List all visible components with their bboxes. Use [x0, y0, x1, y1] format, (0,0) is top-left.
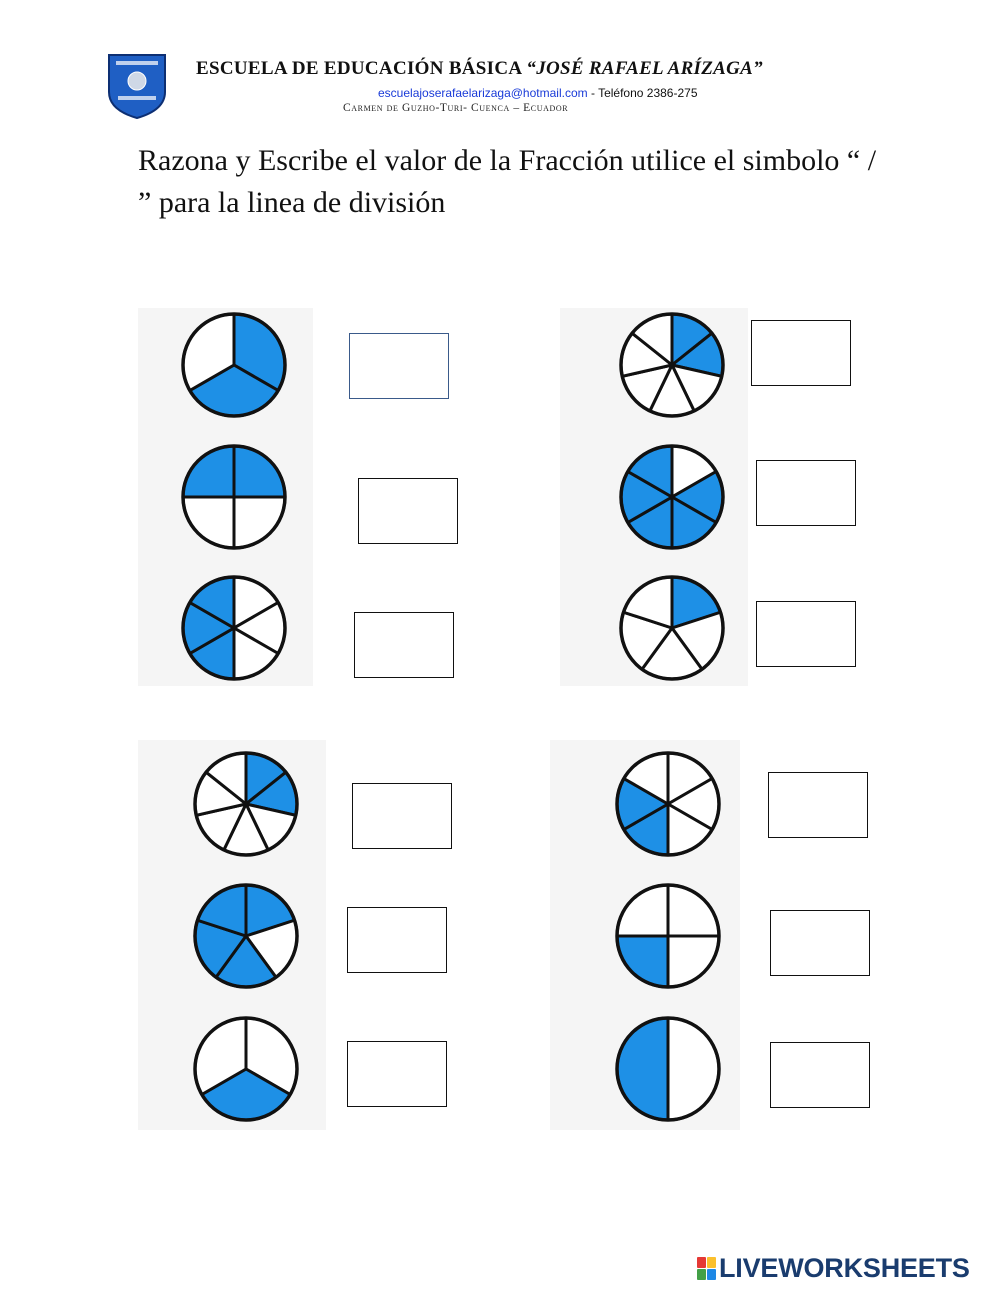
instructions-text: Razona y Escribe el valor de la Fracción utilice el simbolo “ / ” para la linea de división: [138, 144, 877, 219]
fraction-circle: [191, 1014, 301, 1124]
fraction-circle: [191, 881, 301, 991]
school-title: [196, 58, 763, 80]
fraction-circle: [179, 310, 289, 420]
answer-input[interactable]: [347, 1041, 447, 1107]
answer-input[interactable]: [756, 460, 856, 526]
answer-input[interactable]: [751, 320, 851, 386]
liveworksheets-brand: LIVEWORKSHEETS: [719, 1253, 970, 1283]
answer-input[interactable]: [352, 783, 452, 849]
fraction-circle: [613, 1014, 723, 1124]
shaded-sector: [617, 1018, 668, 1120]
answer-input[interactable]: [768, 772, 868, 838]
fraction-circle: [617, 573, 727, 683]
school-address: Carmen de Guzho-Turi- Cuenca – Ecuador: [343, 102, 569, 114]
fraction-circle: [617, 442, 727, 552]
answer-input[interactable]: [770, 1042, 870, 1108]
school-name: “JOSÉ RAFAEL ARÍZAGA”: [526, 58, 763, 79]
school-phone: - Teléfono 2386-275: [587, 86, 698, 100]
liveworksheets-logo: [697, 1253, 970, 1284]
school-email[interactable]: escuelajoserafaelarizaga@hotmail.com: [378, 86, 588, 100]
answer-input[interactable]: [756, 601, 856, 667]
fraction-circle: [179, 442, 289, 552]
school-logo: [106, 52, 168, 120]
liveworksheets-icon: [697, 1257, 716, 1280]
answer-input[interactable]: [770, 910, 870, 976]
fraction-circle: [613, 881, 723, 991]
school-prefix: ESCUELA DE EDUCACIÓN BÁSICA: [196, 58, 527, 79]
contact-line: [378, 86, 698, 100]
fraction-circle: [613, 749, 723, 859]
answer-input[interactable]: [349, 333, 449, 399]
answer-input[interactable]: [347, 907, 447, 973]
empty-sector: [668, 1018, 719, 1120]
fraction-circle: [617, 310, 727, 420]
fraction-circle: [179, 573, 289, 683]
answer-input[interactable]: [354, 612, 454, 678]
answer-input[interactable]: [358, 478, 458, 544]
fraction-circle: [191, 749, 301, 859]
